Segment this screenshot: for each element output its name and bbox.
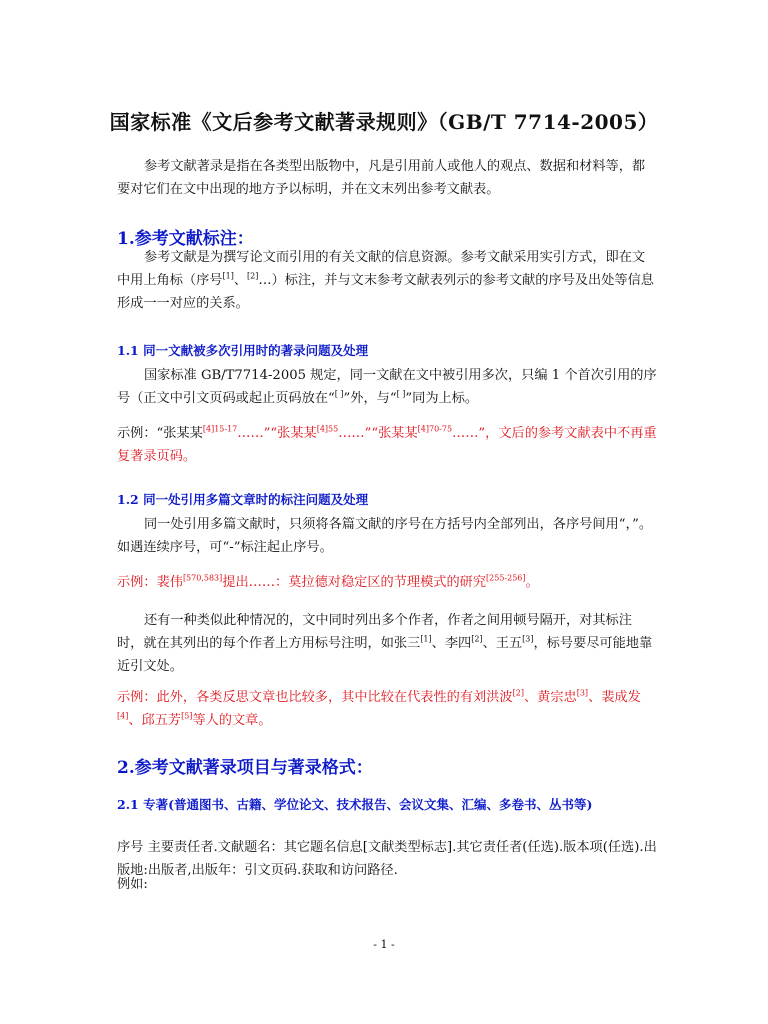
section-2-1-format: 序号 主要责任者.文献题名：其它题名信息[文献类型标志].其它责任者(任选).版本项(任选).出版地:出版者,出版年：引文页码.获取和访问路径. [117, 840, 657, 878]
section-1-2-heading: 1.2 同一处引用多篇文章时的标注问题及处理 [117, 492, 369, 507]
section-1-2-paragraph-1: 同一处引用多篇文献时，只须将各篇文献的序号在方括号内全部列出，各序号间用“，”。如遇连续序号，可“-”标注起止序号。 [117, 517, 653, 555]
section-1-heading: 1.参考文献标注： [117, 229, 254, 249]
section-1-2-paragraph-2: 还有一种类似此种情况的，文中同时列出多个作者，作者之间用顿号隔开，对其标注时，就在其列出的每个作者上方用标号注明，如张三[1]、李四[2]、王五[3]，标号要尽可能地靠近引文处。 [117, 613, 653, 674]
page-number: - 1 - [373, 938, 395, 951]
document-title: 国家标准《文后参考文献著录规则》（GB/T 7714-2005） [109, 110, 659, 134]
section-1-1-heading: 1.1 同一文献被多次引用时的著录问题及处理 [117, 343, 369, 358]
section-1-1-example: 示例：“张某某$^{[4]15-17}$……”“张某某$^{[4]55}$……”“张某某$^{[4]70-75}$……”，文后的参考文献表中不再重复著录页码。 [117, 424, 657, 464]
section-1-2-example-2: 示例：此外，各类反思文章也比较多，其中比较在代表性的有刘洪波[2]、黄宗忠[3]、裴成发[4]、邱五芳[5]等人的文章。 [117, 688, 641, 728]
citation-superscript: [2] [247, 271, 259, 281]
section-2-1-heading: 2.1 专著(普通图书、古籍、学位论文、技术报告、会议文集、汇编、多卷书、丛书等) [117, 797, 593, 812]
example-label: 例如: [117, 877, 148, 892]
section-1-2-example-1: 示例：裴伟[570,583]提出……：莫拉德对稳定区的节理模式的研究[255-256]。 [117, 573, 539, 590]
intro-paragraph: 参考文献著录是指在各类型出版物中，凡是引用前人或他人的观点、数据和材料等，都要对它们在文中出现的地方予以标明，并在文末列出参考文献表。 [117, 159, 646, 197]
section-1-1-paragraph: 国家标准 GB/T7714-2005 规定，同一文献在文中被引用多次，只编 1 个首次引用的序号（正文中引文页码或起止页码放在“[ ]”外，与“[ ]”同为上标。 [117, 368, 657, 406]
section-2-heading: 2.参考文献著录项目与著录格式： [117, 758, 373, 778]
section-1-paragraph: 参考文献是为撰写论文而引用的有关文献的信息资源。参考文献采用实引方式，即在文中用上角标（序号[1]、[2]…）标注，并与文末参考文献表列示的参考文献的序号及出处等信息形成一一对应的关系。 [117, 250, 654, 311]
citation-superscript: [1] [222, 271, 234, 281]
